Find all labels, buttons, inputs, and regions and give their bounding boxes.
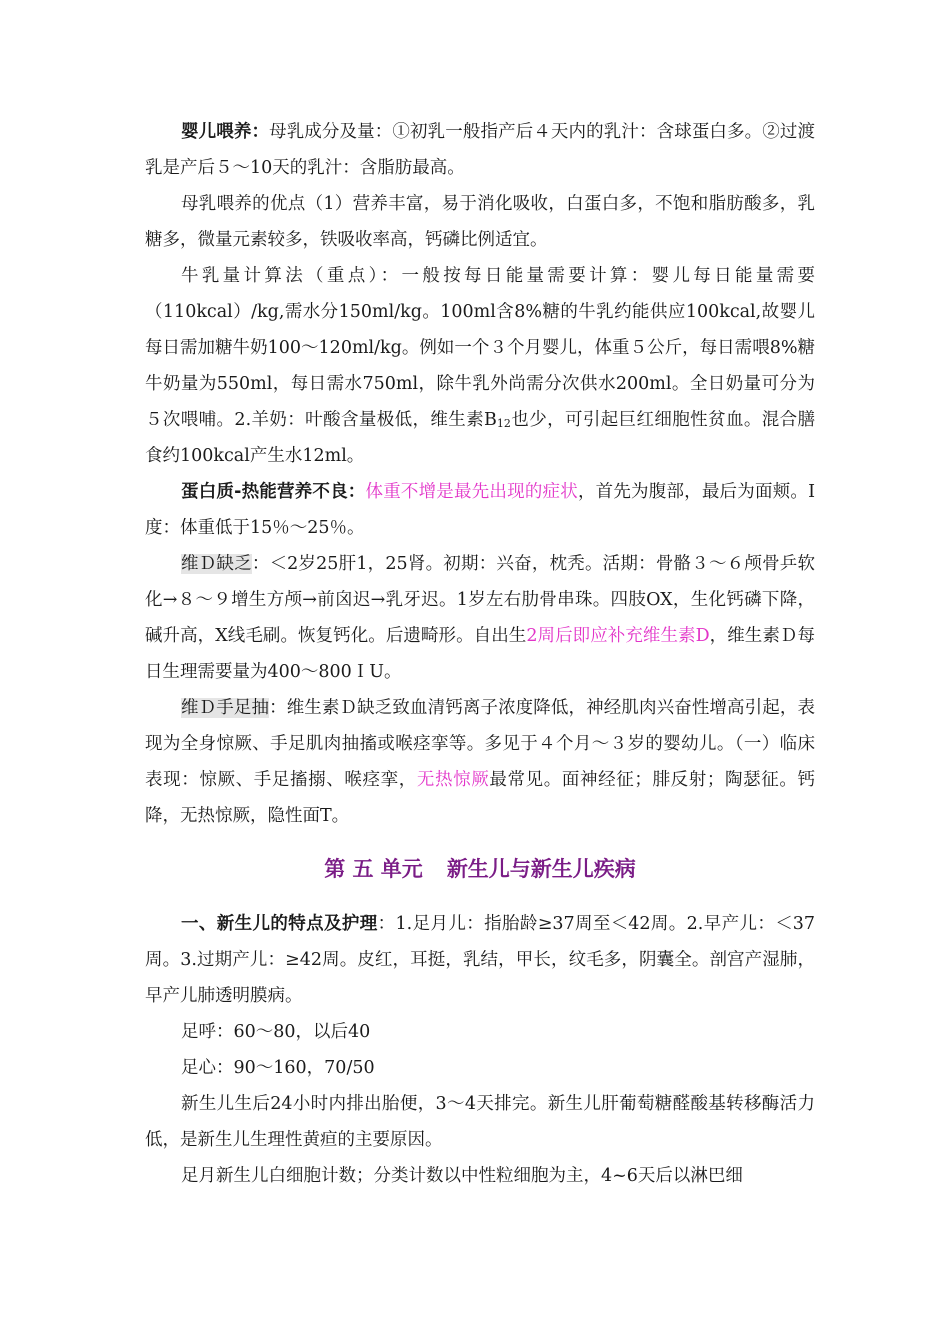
paragraph-text: 也少，可引起巨红细胞性贫血。混合膳食约100kcal产生水12ml。: [145, 410, 816, 466]
paragraph-heart-rate: [145, 1050, 815, 1086]
paragraph-text: 母乳成分及量：①初乳一般指产后４天内的乳汁：含球蛋白多。②过渡乳是产后５～10天的乳汁：含脂肪最高。: [145, 122, 816, 178]
paragraph-meconium-jaundice: [145, 1086, 815, 1158]
paragraph-protein-malnutrition: [145, 474, 815, 546]
highlight-text: 2周后即应补充维生素D: [526, 626, 710, 646]
paragraph-text: 牛乳量计算法（重点）：一般按每日能量需要计算：婴儿每日能量需要（110kcal）/kg,需水分150ml/kg。100ml含8%糖的牛乳约能供应100kcal,故婴儿每日需加糖牛奶100～120ml/kg。例如一个３个月婴儿，体重５公斤，每日需喂8%糖牛奶量为550ml，每日需水750ml，除牛乳外尚需分次供水200ml。全日奶量可分为５次喂哺。2.羊奶：叶酸含量极低，维生素B: [145, 266, 815, 430]
paragraph-text: ，维生素Ｄ每日生理需要量为400～800ＩU。: [145, 626, 815, 682]
paragraph-text: 最常见。面神经征；腓反射；陶瑟征。钙降，无热惊厥，隐性面T。: [145, 770, 815, 826]
paragraph-vitamin-d-tetany: [145, 690, 815, 834]
section-label-newborn-characteristics: 一、新生儿的特点及护理: [181, 914, 378, 934]
unit-heading: [145, 851, 815, 887]
section-label-vitamin-d-deficiency: 维Ｄ缺乏: [181, 554, 252, 574]
section-label-vitamin-d-tetany: 维Ｄ手足抽: [181, 698, 270, 718]
subscript-12: 12: [496, 417, 511, 430]
paragraph-text: 母乳喂养的优点（1）营养丰富，易于消化吸收，白蛋白多，不饱和脂肪酸多，乳糖多，微量元素较多，铁吸收率高，钙磷比例适宜。: [145, 194, 815, 250]
paragraph-text: ：维生素Ｄ缺乏致血清钙离子浓度降低，神经肌肉兴奋性增高引起，表现为全身惊厥、手足肌肉抽搐或喉痉挛等。多见于４个月～３岁的婴幼儿。（一）临床表现：惊厥、手足搐搦、喉痉挛，: [145, 698, 816, 790]
section-label-infant-feeding: 婴儿喂养：: [181, 122, 270, 142]
paragraph-vitamin-d-deficiency: [145, 546, 815, 690]
paragraph-text: 新生儿生后24小时内排出胎便，3～4天排完。新生儿肝葡萄糖醛酸基转移酶活力低，是新生儿生理性黄疸的主要原因。: [145, 1094, 815, 1150]
paragraph-text: 足心：90～160，70/50: [181, 1058, 375, 1078]
paragraph-respiration: [145, 1014, 815, 1050]
highlight-text: 无热惊厥: [416, 770, 490, 790]
section-label-protein-malnutrition: 蛋白质-热能营养不良：: [181, 482, 366, 502]
unit-title: 新生儿与新生儿疾病: [446, 857, 636, 881]
highlight-text: 体重不增是最先出现的症状: [365, 482, 578, 502]
paragraph-milk-calculation: [145, 258, 815, 474]
document-body: [145, 114, 815, 1194]
paragraph-text: ：1.足月儿：指胎龄≥37周至＜42周。2.早产儿：＜37周。3.过期产儿：≥42周。皮红，耳挺，乳结，甲长，纹毛多，阴囊全。剖宫产湿肺，早产儿肺透明膜病。: [145, 914, 815, 1006]
paragraph-newborn-characteristics: [145, 906, 815, 1014]
paragraph-infant-feeding: [145, 114, 815, 186]
paragraph-text: 足月新生儿白细胞计数；分类计数以中性粒细胞为主，4~6天后以淋巴细: [181, 1166, 743, 1186]
paragraph-text: 足呼：60～80，以后40: [181, 1022, 371, 1042]
paragraph-text: ，首先为腹部，最后为面颊。Ⅰ度：体重低于15％～25％。: [145, 482, 815, 538]
paragraph-text: ：＜2岁25肝1，25肾。初期：兴奋，枕秃。活期：骨骼３～６颅骨乒软化→８～９增生方颅→前囟迟→乳牙迟。1岁左右肋骨串珠。四肢OX，生化钙磷下降，碱升高，X线毛刷。恢复钙化。后遗畸形。自出生: [145, 554, 816, 646]
paragraph-breastfeeding-benefits: [145, 186, 815, 258]
unit-number: 第 五 单元: [324, 857, 423, 881]
paragraph-white-blood-cells: [145, 1158, 815, 1194]
